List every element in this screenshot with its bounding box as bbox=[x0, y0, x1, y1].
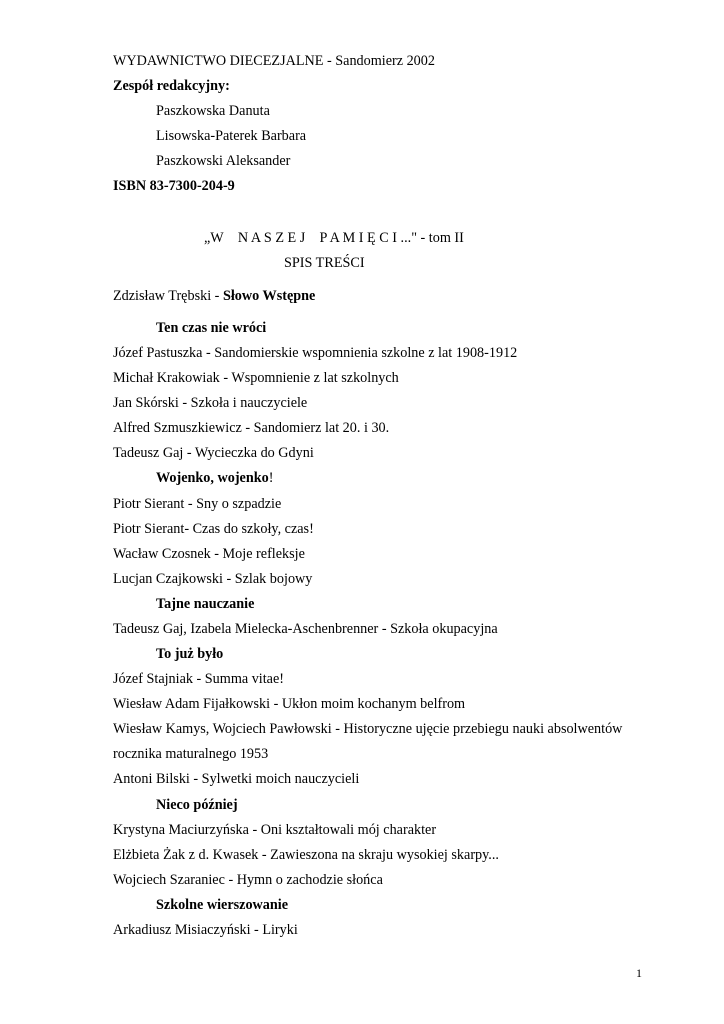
toc-entry: Piotr Sierant- Czas do szkoły, czas! bbox=[113, 521, 314, 537]
toc-entry: Wiesław Adam Fijałkowski - Ukłon moim kochanym belfrom bbox=[113, 696, 466, 712]
section-heading: Nieco później bbox=[156, 797, 238, 813]
intro-author: Zdzisław Trębski - bbox=[113, 288, 223, 304]
title-volume: - tom II bbox=[416, 230, 464, 246]
toc-entry: Wacław Czosnek - Moje refleksje bbox=[113, 546, 305, 562]
editorial-team-label: Zespół redakcyjny: bbox=[113, 78, 230, 94]
page-number: 1 bbox=[636, 966, 642, 980]
team-member: Lisowska-Paterek Barbara bbox=[156, 128, 307, 144]
title-word-2: P A M I Ę C I ..." bbox=[319, 230, 417, 246]
intro-title: Słowo Wstępne bbox=[222, 288, 316, 304]
toc-entry: Michał Krakowiak - Wspomnienie z lat szkolnych bbox=[113, 370, 399, 386]
table-of-contents-heading: SPIS TREŚCI bbox=[284, 255, 365, 271]
section-heading: Tajne nauczanie bbox=[156, 596, 255, 612]
toc-entry: Antoni Bilski - Sylwetki moich nauczycieli bbox=[113, 771, 360, 787]
intro-entry bbox=[113, 287, 315, 305]
toc-entry: Wojciech Szaraniec - Hymn o zachodzie słońca bbox=[113, 872, 383, 888]
toc-entry: Tadeusz Gaj - Wycieczka do Gdyni bbox=[113, 445, 314, 461]
title-start: „W bbox=[204, 230, 224, 246]
toc-entry: Elżbieta Żak z d. Kwasek - Zawieszona na skraju wysokiej skarpy... bbox=[113, 847, 499, 863]
book-title bbox=[204, 229, 464, 247]
section-heading: Wojenko, wojenko bbox=[156, 470, 269, 486]
section-heading-suffix: ! bbox=[268, 470, 274, 486]
toc-entry: Józef Pastuszka - Sandomierskie wspomnienia szkolne z lat 1908-1912 bbox=[113, 345, 518, 361]
section-heading: To już było bbox=[156, 646, 224, 662]
toc-entry: Wiesław Kamys, Wojciech Pawłowski - Historyczne ujęcie przebiegu nauki absolwentów bbox=[113, 721, 623, 737]
toc-entry: Józef Stajniak - Summa vitae! bbox=[113, 671, 284, 687]
section-heading: Szkolne wierszowanie bbox=[156, 897, 289, 913]
section-heading-wrapper bbox=[156, 469, 273, 487]
section-heading: Ten czas nie wróci bbox=[156, 320, 267, 336]
isbn: ISBN 83-7300-204-9 bbox=[113, 178, 235, 194]
toc-entry: Tadeusz Gaj, Izabela Mielecka-Aschenbrenner - Szkoła okupacyjna bbox=[113, 621, 498, 637]
toc-entry: Piotr Sierant - Sny o szpadzie bbox=[113, 496, 282, 512]
toc-entry: Krystyna Maciurzyńska - Oni kształtowali mój charakter bbox=[113, 822, 437, 838]
toc-entry: Alfred Szmuszkiewicz - Sandomierz lat 20. i 30. bbox=[113, 420, 390, 436]
toc-entry-continuation: rocznika maturalnego 1953 bbox=[113, 746, 269, 762]
toc-entry: Arkadiusz Misiaczyński - Liryki bbox=[113, 922, 298, 938]
team-member: Paszkowska Danuta bbox=[156, 103, 270, 119]
toc-entry: Jan Skórski - Szkoła i nauczyciele bbox=[113, 395, 308, 411]
team-member: Paszkowski Aleksander bbox=[156, 153, 291, 169]
title-word-1: N A S Z E J bbox=[237, 230, 306, 246]
publisher-line: WYDAWNICTWO DIECEZJALNE - Sandomierz 2002 bbox=[113, 53, 435, 69]
toc-entry: Lucjan Czajkowski - Szlak bojowy bbox=[113, 571, 313, 587]
